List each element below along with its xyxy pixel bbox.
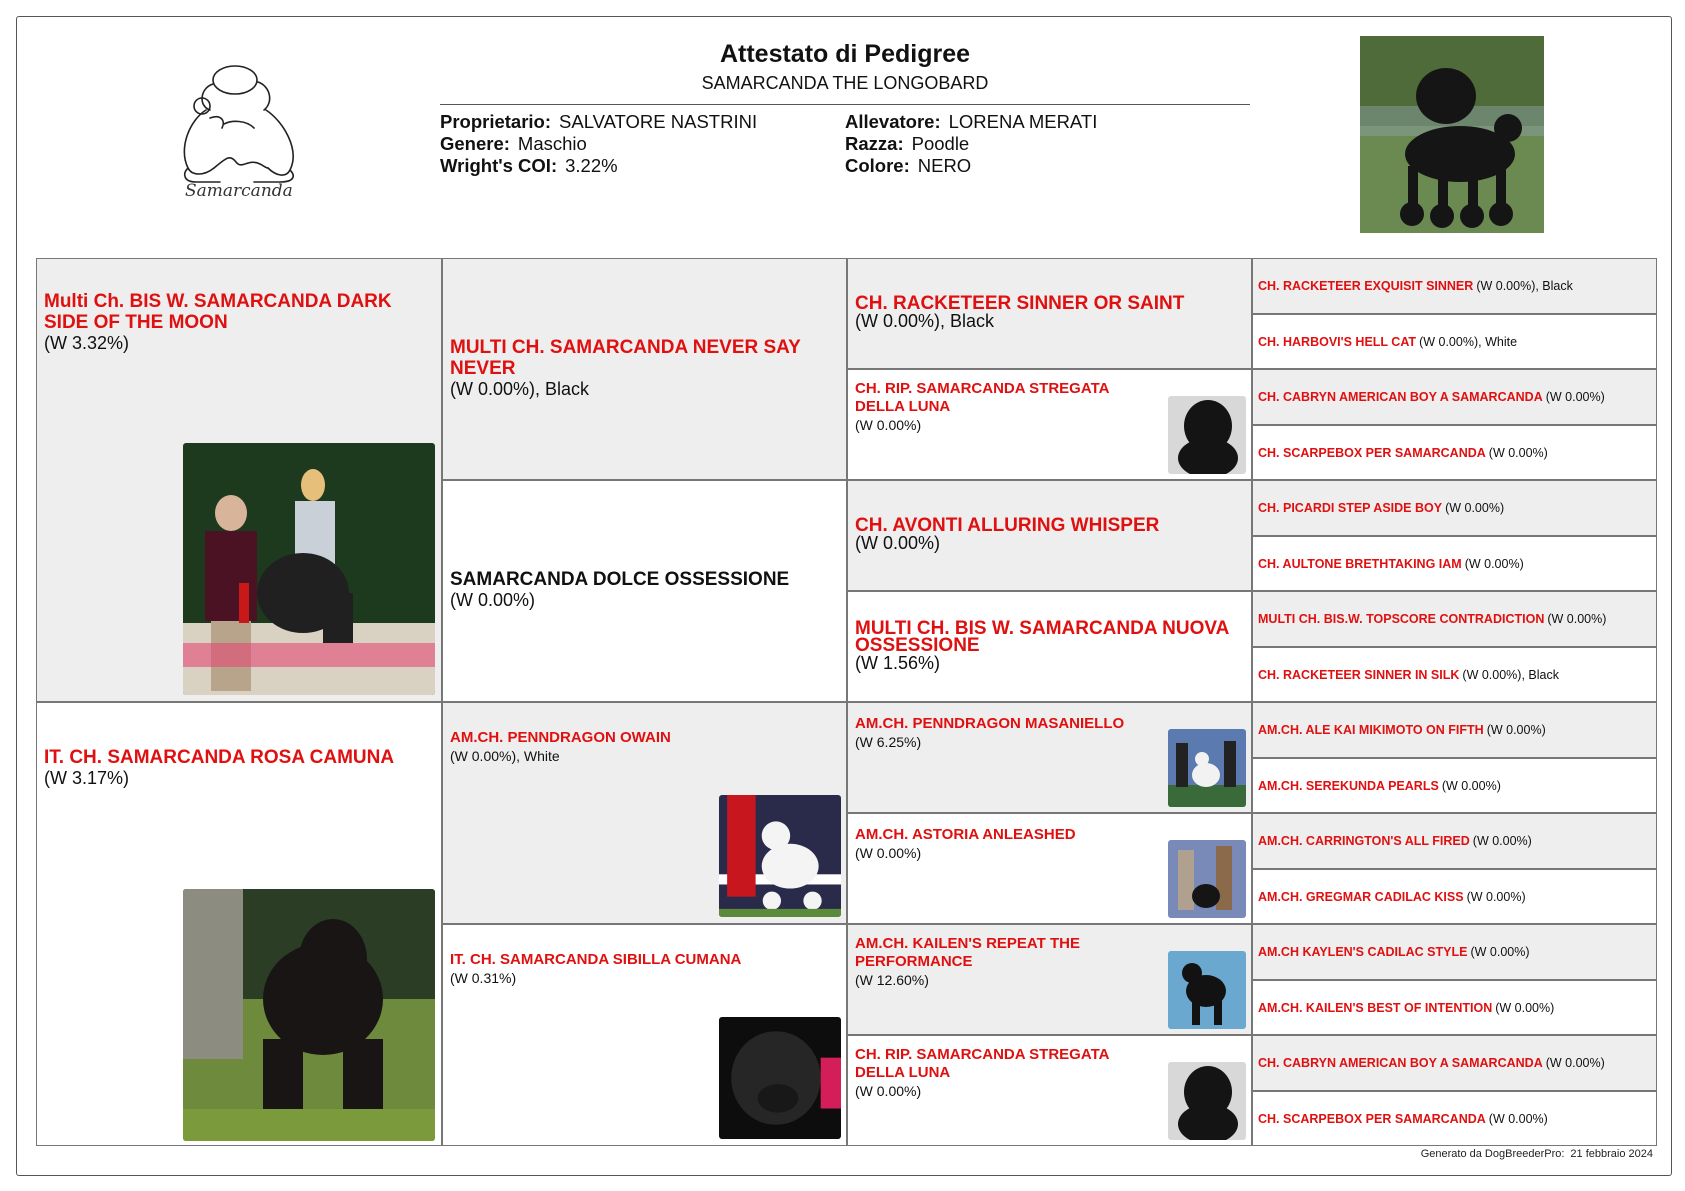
gen3-coi-3: (W 0.00%) xyxy=(855,533,941,553)
sire-coi: (W 3.32%) xyxy=(44,333,130,353)
gen3-name-8: CH. RIP. SAMARCANDA STREGATA DELLA LUNA xyxy=(855,1046,1109,1081)
gen4-name-3: CH. CABRYN AMERICAN BOY A SAMARCANDA xyxy=(1258,390,1543,404)
gen4-name-12: AM.CH. GREGMAR CADILAC KISS xyxy=(1258,889,1464,904)
gen4-name-11: AM.CH. CARRINGTON'S ALL FIRED xyxy=(1258,834,1470,848)
dam-name: IT. CH. SAMARCANDA ROSA CAMUNA xyxy=(44,747,395,768)
gen4-name-9: AM.CH. ALE KAI MIKIMOTO ON FIFTH xyxy=(1258,723,1484,737)
gen2-name-4: IT. CH. SAMARCANDA SIBILLA CUMANA xyxy=(450,951,742,968)
gen3-photo-8 xyxy=(1168,1062,1246,1140)
gen3-coi-8: (W 0.00%) xyxy=(855,1083,922,1099)
color-value: NERO xyxy=(917,155,972,176)
gen3-coi-5: (W 6.25%) xyxy=(855,734,922,750)
breed-row: Razza: Poodle xyxy=(845,133,970,154)
gen2-cell-4 xyxy=(442,924,847,1146)
gen3-coi-1: (W 0.00%), Black xyxy=(855,311,995,331)
gen4-coi-13: (W 0.00%) xyxy=(1470,945,1530,959)
gen4-row-2 xyxy=(1252,314,1657,369)
coi-row: Wright's COI: 3.22% xyxy=(440,155,618,176)
breeder-value: LORENA MERATI xyxy=(948,111,1098,132)
logo-text: Samarcanda xyxy=(185,181,293,201)
gen4-coi-11: (W 0.00%) xyxy=(1472,834,1532,848)
gen3-cell-3 xyxy=(847,480,1252,591)
gen4-name-1: CH. RACKETEER EXQUISIT SINNER xyxy=(1258,279,1474,293)
main-dog-photo xyxy=(1360,36,1544,233)
info-left xyxy=(440,111,757,177)
footer-note xyxy=(1421,1148,1653,1160)
gen3-coi-2: (W 0.00%) xyxy=(855,417,922,433)
gen3-coi-4: (W 1.56%) xyxy=(855,653,941,673)
gen3-cell-7 xyxy=(847,924,1252,1035)
gen2-name-3: AM.CH. PENNDRAGON OWAIN xyxy=(450,729,671,746)
gen4-name-10: AM.CH. SEREKUNDA PEARLS xyxy=(1258,778,1439,793)
gender-row: Genere: Maschio xyxy=(440,133,587,154)
gen4-row-10 xyxy=(1252,758,1657,813)
gen4-name-8: CH. RACKETEER SINNER IN SILK xyxy=(1258,667,1460,682)
gen4-row-6 xyxy=(1252,536,1657,591)
gen2-coi-4: (W 0.31%) xyxy=(450,970,517,986)
footer-date: 21 febbraio 2024 xyxy=(1570,1148,1653,1160)
gen2-cell-3 xyxy=(442,702,847,924)
color-row: Colore: NERO xyxy=(845,155,972,176)
gender-value: Maschio xyxy=(517,133,587,154)
gen4-name-16: CH. SCARPEBOX PER SAMARCANDA xyxy=(1258,1111,1486,1126)
gen2-photo-4 xyxy=(719,1017,841,1139)
gen3-name-7: AM.CH. KAILEN'S REPEAT THE PERFORMANCE xyxy=(855,935,1080,970)
gen4-name-15: CH. CABRYN AMERICAN BOY A SAMARCANDA xyxy=(1258,1056,1543,1070)
gen4-coi-6: (W 0.00%) xyxy=(1464,556,1524,571)
gen4-coi-12: (W 0.00%) xyxy=(1466,889,1526,904)
gen2-name-2: SAMARCANDA DOLCE OSSESSIONE xyxy=(450,569,790,590)
gen2-name-1: MULTI CH. SAMARCANDA NEVER SAY NEVER xyxy=(450,337,801,379)
gen4-coi-2: (W 0.00%), White xyxy=(1419,334,1518,349)
gen4-name-14: AM.CH. KAILEN'S BEST OF INTENTION xyxy=(1258,1000,1493,1015)
gen4-row-1 xyxy=(1252,258,1657,314)
gen4-name-7: MULTI CH. BIS.W. TOPSCORE CONTRADICTION xyxy=(1258,612,1545,626)
gen4-coi-16: (W 0.00%) xyxy=(1488,1111,1548,1126)
gen3-coi-7: (W 12.60%) xyxy=(855,972,929,988)
gen3-name-4: MULTI CH. BIS W. SAMARCANDA NUOVA OSSESSIONE xyxy=(855,618,1229,656)
breed-value: Poodle xyxy=(911,133,970,154)
gen2-coi-3: (W 0.00%), White xyxy=(450,748,560,764)
gen3-cell-4 xyxy=(847,591,1252,702)
gen3-name-1: CH. RACKETEER SINNER OR SAINT xyxy=(855,293,1185,314)
dog-name-subtitle: SAMARCANDA THE LONGOBARD xyxy=(701,73,989,93)
gen4-coi-9: (W 0.00%) xyxy=(1486,723,1546,737)
dam-photo xyxy=(183,889,435,1141)
gen3-photo-2 xyxy=(1168,396,1246,474)
gen4-row-11 xyxy=(1252,813,1657,869)
gen4-coi-8: (W 0.00%), Black xyxy=(1462,667,1559,682)
sire-cell xyxy=(36,258,442,702)
gen4-row-12 xyxy=(1252,869,1657,924)
gen3-photo-5 xyxy=(1168,729,1246,807)
gen3-cell-2 xyxy=(847,369,1252,480)
gen3-photo-6 xyxy=(1168,840,1246,918)
title-divider xyxy=(440,104,1250,105)
gen3-name-3: CH. AVONTI ALLURING WHISPER xyxy=(855,515,1160,536)
gen3-name-6: AM.CH. ASTORIA ANLEASHED xyxy=(855,826,1076,843)
gen4-row-14 xyxy=(1252,980,1657,1035)
gen4-row-7 xyxy=(1252,591,1657,647)
document-title: Attestato di Pedigree xyxy=(719,40,971,68)
gen2-photo-3 xyxy=(719,795,841,917)
breeder-row: Allevatore: LORENA MERATI xyxy=(845,111,1098,132)
info-right xyxy=(845,111,1097,177)
gen3-name-5: AM.CH. PENNDRAGON MASANIELLO xyxy=(855,715,1125,732)
gen3-photo-7 xyxy=(1168,951,1246,1029)
gen3-cell-5 xyxy=(847,702,1252,813)
gen3-coi-6: (W 0.00%) xyxy=(855,845,922,861)
gen4-row-5 xyxy=(1252,480,1657,536)
dam-cell xyxy=(36,702,442,1146)
gen4-row-4 xyxy=(1252,425,1657,480)
gen2-cell-1 xyxy=(442,258,847,480)
gen4-coi-7: (W 0.00%) xyxy=(1547,612,1607,626)
gen4-row-8 xyxy=(1252,647,1657,702)
gen4-coi-14: (W 0.00%) xyxy=(1495,1000,1555,1015)
gen3-name-2: CH. RIP. SAMARCANDA STREGATA DELLA LUNA xyxy=(855,380,1109,415)
gen4-name-13: AM.CH KAYLEN'S CADILAC STYLE xyxy=(1258,945,1468,959)
gen4-name-2: CH. HARBOVI'S HELL CAT xyxy=(1258,334,1417,349)
sire-photo xyxy=(183,443,435,695)
gen3-cell-8 xyxy=(847,1035,1252,1146)
gen3-cell-6 xyxy=(847,813,1252,924)
owner-row: Proprietario: SALVATORE NASTRINI xyxy=(440,111,758,132)
gen2-cell-2 xyxy=(442,480,847,702)
gen4-row-16 xyxy=(1252,1091,1657,1146)
gen4-row-15 xyxy=(1252,1035,1657,1091)
gen4-coi-3: (W 0.00%) xyxy=(1545,390,1605,404)
gen2-coi-1: (W 0.00%), Black xyxy=(450,379,590,399)
gen4-coi-5: (W 0.00%) xyxy=(1445,501,1505,515)
gen4-name-5: CH. PICARDI STEP ASIDE BOY xyxy=(1258,501,1443,515)
dam-coi: (W 3.17%) xyxy=(44,768,130,788)
gen4-coi-15: (W 0.00%) xyxy=(1545,1056,1605,1070)
gen2-coi-2: (W 0.00%) xyxy=(450,590,536,610)
gen4-coi-4: (W 0.00%) xyxy=(1488,445,1548,460)
gen4-row-9 xyxy=(1252,702,1657,758)
sire-name: Multi Ch. BIS W. SAMARCANDA DARK SIDE OF THE MOON xyxy=(44,291,392,333)
gen4-row-13 xyxy=(1252,924,1657,980)
gen4-coi-1: (W 0.00%), Black xyxy=(1476,279,1573,293)
gen4-name-4: CH. SCARPEBOX PER SAMARCANDA xyxy=(1258,445,1486,460)
coi-value: 3.22% xyxy=(565,155,618,176)
footer-generated: Generato da DogBreederPro: xyxy=(1420,1148,1565,1160)
gen4-row-3 xyxy=(1252,369,1657,425)
gen4-name-6: CH. AULTONE BRETHTAKING IAM xyxy=(1258,556,1462,571)
gen3-cell-1 xyxy=(847,258,1252,369)
gen4-coi-10: (W 0.00%) xyxy=(1441,778,1501,793)
owner-value: SALVATORE NASTRINI xyxy=(559,111,758,132)
